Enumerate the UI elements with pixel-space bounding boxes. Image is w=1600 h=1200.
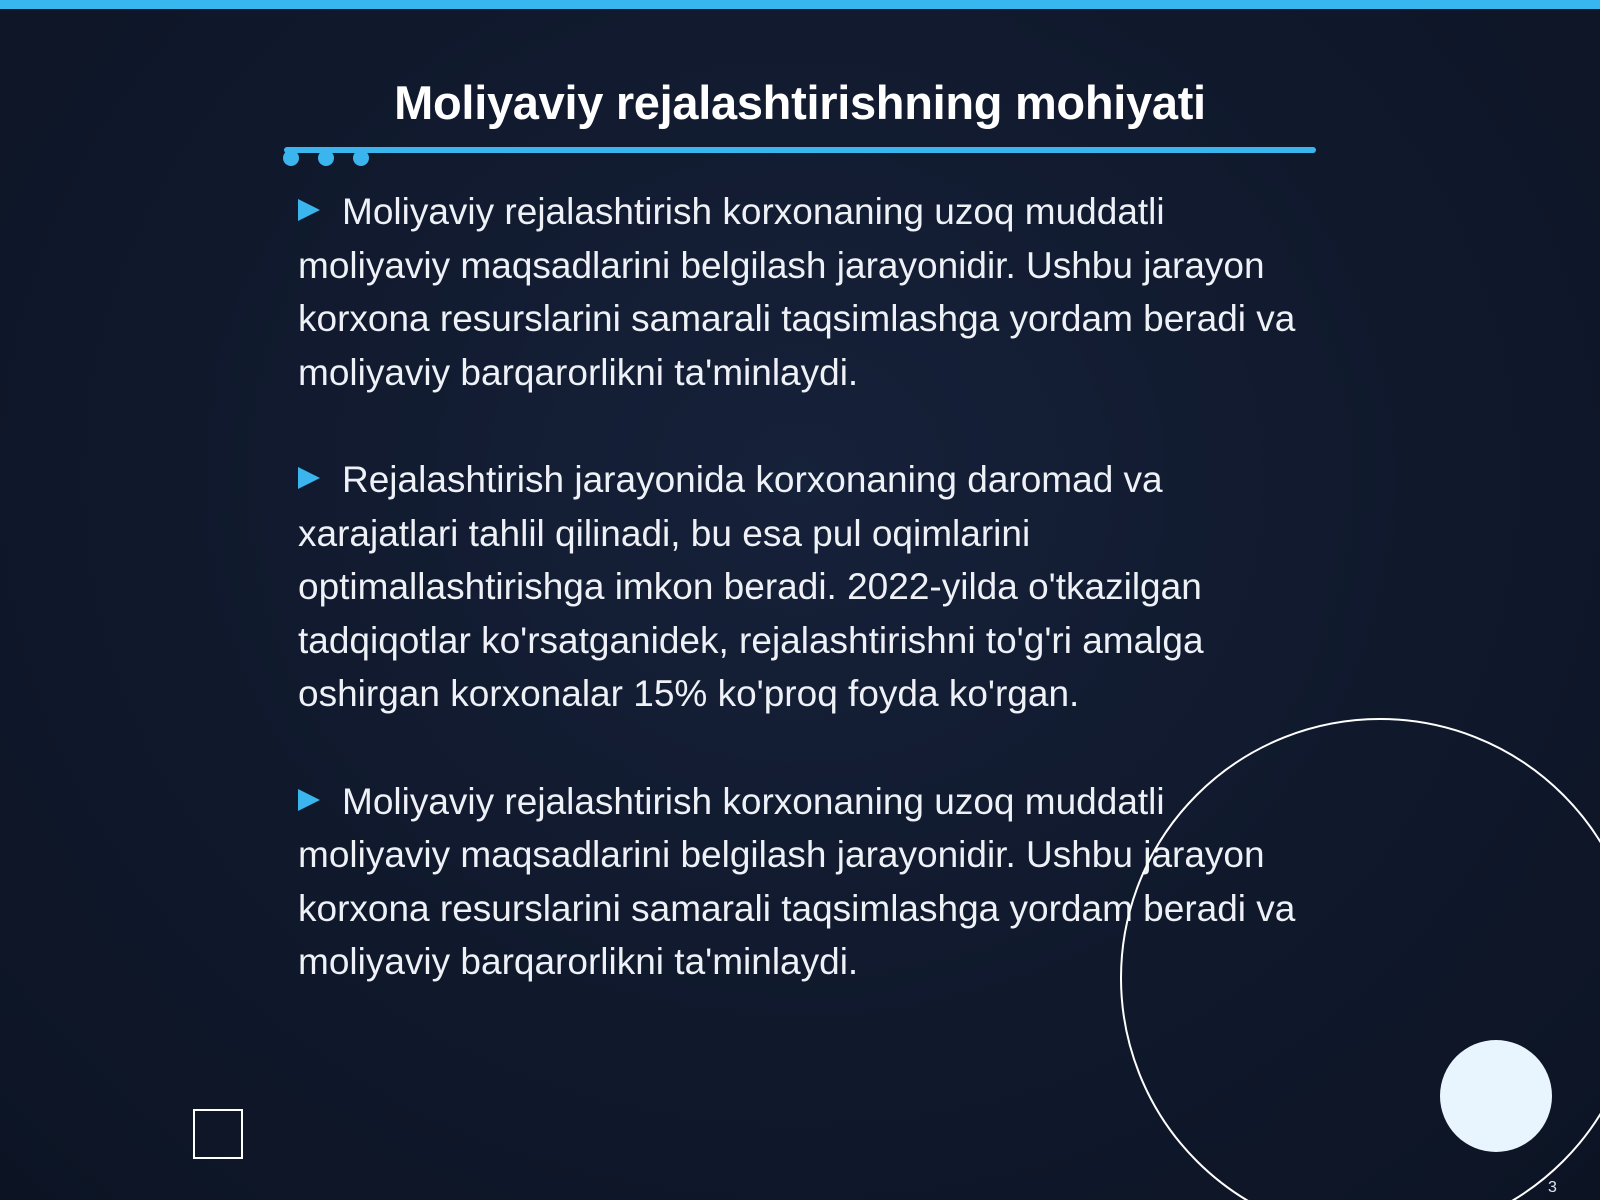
decorative-filled-circle: [1440, 1040, 1552, 1152]
title-underline: [284, 147, 1316, 153]
page-number: 3: [1548, 1179, 1557, 1196]
bullet-paragraph: [298, 185, 1298, 399]
decorative-dot: [353, 150, 369, 166]
slide-title: Moliyaviy rejalashtirishning mohiyati: [394, 76, 1206, 129]
bullet-paragraph: [298, 453, 1298, 721]
bullet-text: Moliyaviy rejalashtirish korxonaning uzoq muddatli moliyaviy maqsadlarini belgilash jarayonidir. Ushbu jarayon korxona resurslarini samarali taqsimlashga yordam beradi va moliyaviy barqarorlikni ta'minlaydi.: [298, 191, 1296, 393]
triangle-bullet-icon: [298, 789, 320, 811]
top-accent-bar: [0, 0, 1600, 9]
decorative-dot: [283, 150, 299, 166]
bullet-list: [298, 185, 1298, 1043]
decorative-dot: [318, 150, 334, 166]
bullet-text: Rejalashtirish jarayonida korxonaning daromad va xarajatlari tahlil qilinadi, bu esa pul oqimlarini optimallashtirishga imkon beradi. 2022-yilda o'tkazilgan tadqiqotlar ko'rsatganidek, rejalashtirishni to'g'ri amalga oshirgan korxonalar 15% ko'proq foyda ko'rgan.: [298, 459, 1204, 714]
triangle-bullet-icon: [298, 199, 320, 221]
bullet-paragraph: [298, 775, 1298, 989]
bullet-text: Moliyaviy rejalashtirish korxonaning uzoq muddatli moliyaviy maqsadlarini belgilash jarayonidir. Ushbu jarayon korxona resurslarini samarali taqsimlashga yordam beradi va moliyaviy barqarorlikni ta'minlaydi.: [298, 780, 1296, 982]
decorative-square-outline: [193, 1109, 243, 1159]
triangle-bullet-icon: [298, 467, 320, 489]
